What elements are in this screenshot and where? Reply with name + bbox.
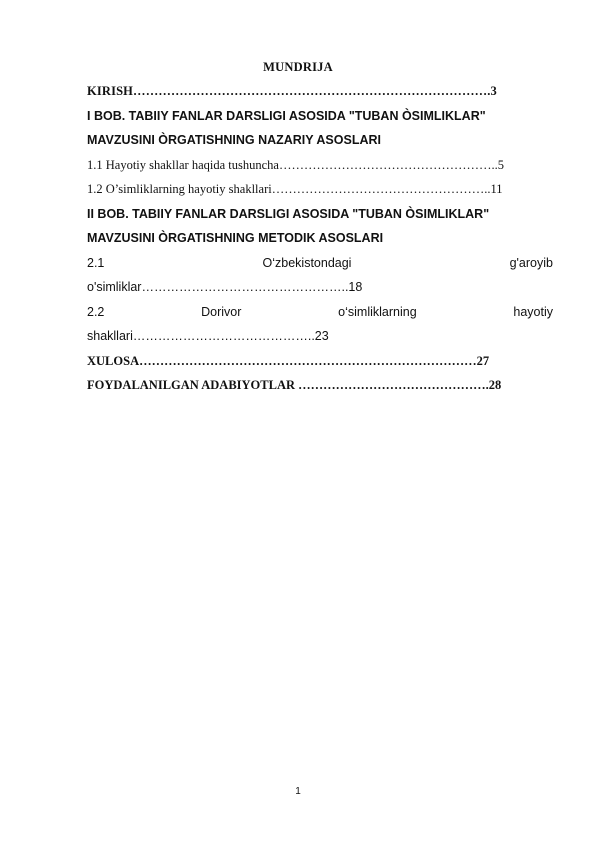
- page-number: 1: [295, 786, 301, 797]
- toc-entry-1-1: 1.1 Hayotiy shakllar haqida tushuncha……………………………………………..5: [87, 157, 504, 172]
- toc-entry-2-1-continuation: o'simliklar…………………………………………..18: [87, 280, 363, 294]
- toc-entry-chapter-1-title: [87, 104, 553, 129]
- toc-entry-2-2-continuation: shakllari……………………………………..23: [87, 329, 329, 343]
- toc-chapter-1-line-1: I BOB. TABIIY FANLAR DARSLIGI ASOSIDA "TUBAN ÒSIMLIKLAR": [87, 108, 486, 123]
- toc-chapter-1-line-2: MAVZUSINI ÒRGATISHNING NAZARIY ASOSLARI: [87, 133, 381, 147]
- toc-entry-foydalanilgan-adabiyotlar: FOYDALANILGAN ADABIYOTLAR ……………………………………….28: [87, 378, 502, 392]
- toc-entry-2-1-word-1: O‘zbekistondagi: [262, 255, 352, 270]
- toc-entry-2-2: [87, 300, 553, 325]
- toc-entry-2-1: [87, 251, 553, 276]
- toc-entry-2-1-word-2: g'aroyib: [509, 255, 553, 270]
- toc-entry-2-2-word-2: o‘simliklarning: [338, 304, 417, 319]
- toc-chapter-2-line-2: MAVZUSINI ÒRGATISHNING METODIK ASOSLARI: [87, 231, 384, 245]
- toc-entry-2-2-word-1: Dorivor: [201, 304, 242, 319]
- toc-entry-xulosa: XULOSA………………………………………………………………………27: [87, 353, 490, 368]
- document-title: MUNDRIJA: [263, 60, 333, 74]
- toc-entry-2-2-number: 2.2: [87, 304, 105, 319]
- toc-entry-kirish: KIRISH………………………………………………………………………….3: [87, 84, 497, 98]
- toc-entry-1-2: 1.2 O’simliklarning hayotiy shakllari……………………………………………..11: [87, 182, 503, 196]
- toc-entry-2-2-word-3: hayotiy: [513, 304, 553, 319]
- toc-chapter-2-line-1: II BOB. TABIIY FANLAR DARSLIGI ASOSIDA "TUBAN ÒSIMLIKLAR": [87, 206, 490, 221]
- toc-entry-2-1-number: 2.1: [87, 255, 105, 270]
- table-of-contents: [87, 79, 553, 398]
